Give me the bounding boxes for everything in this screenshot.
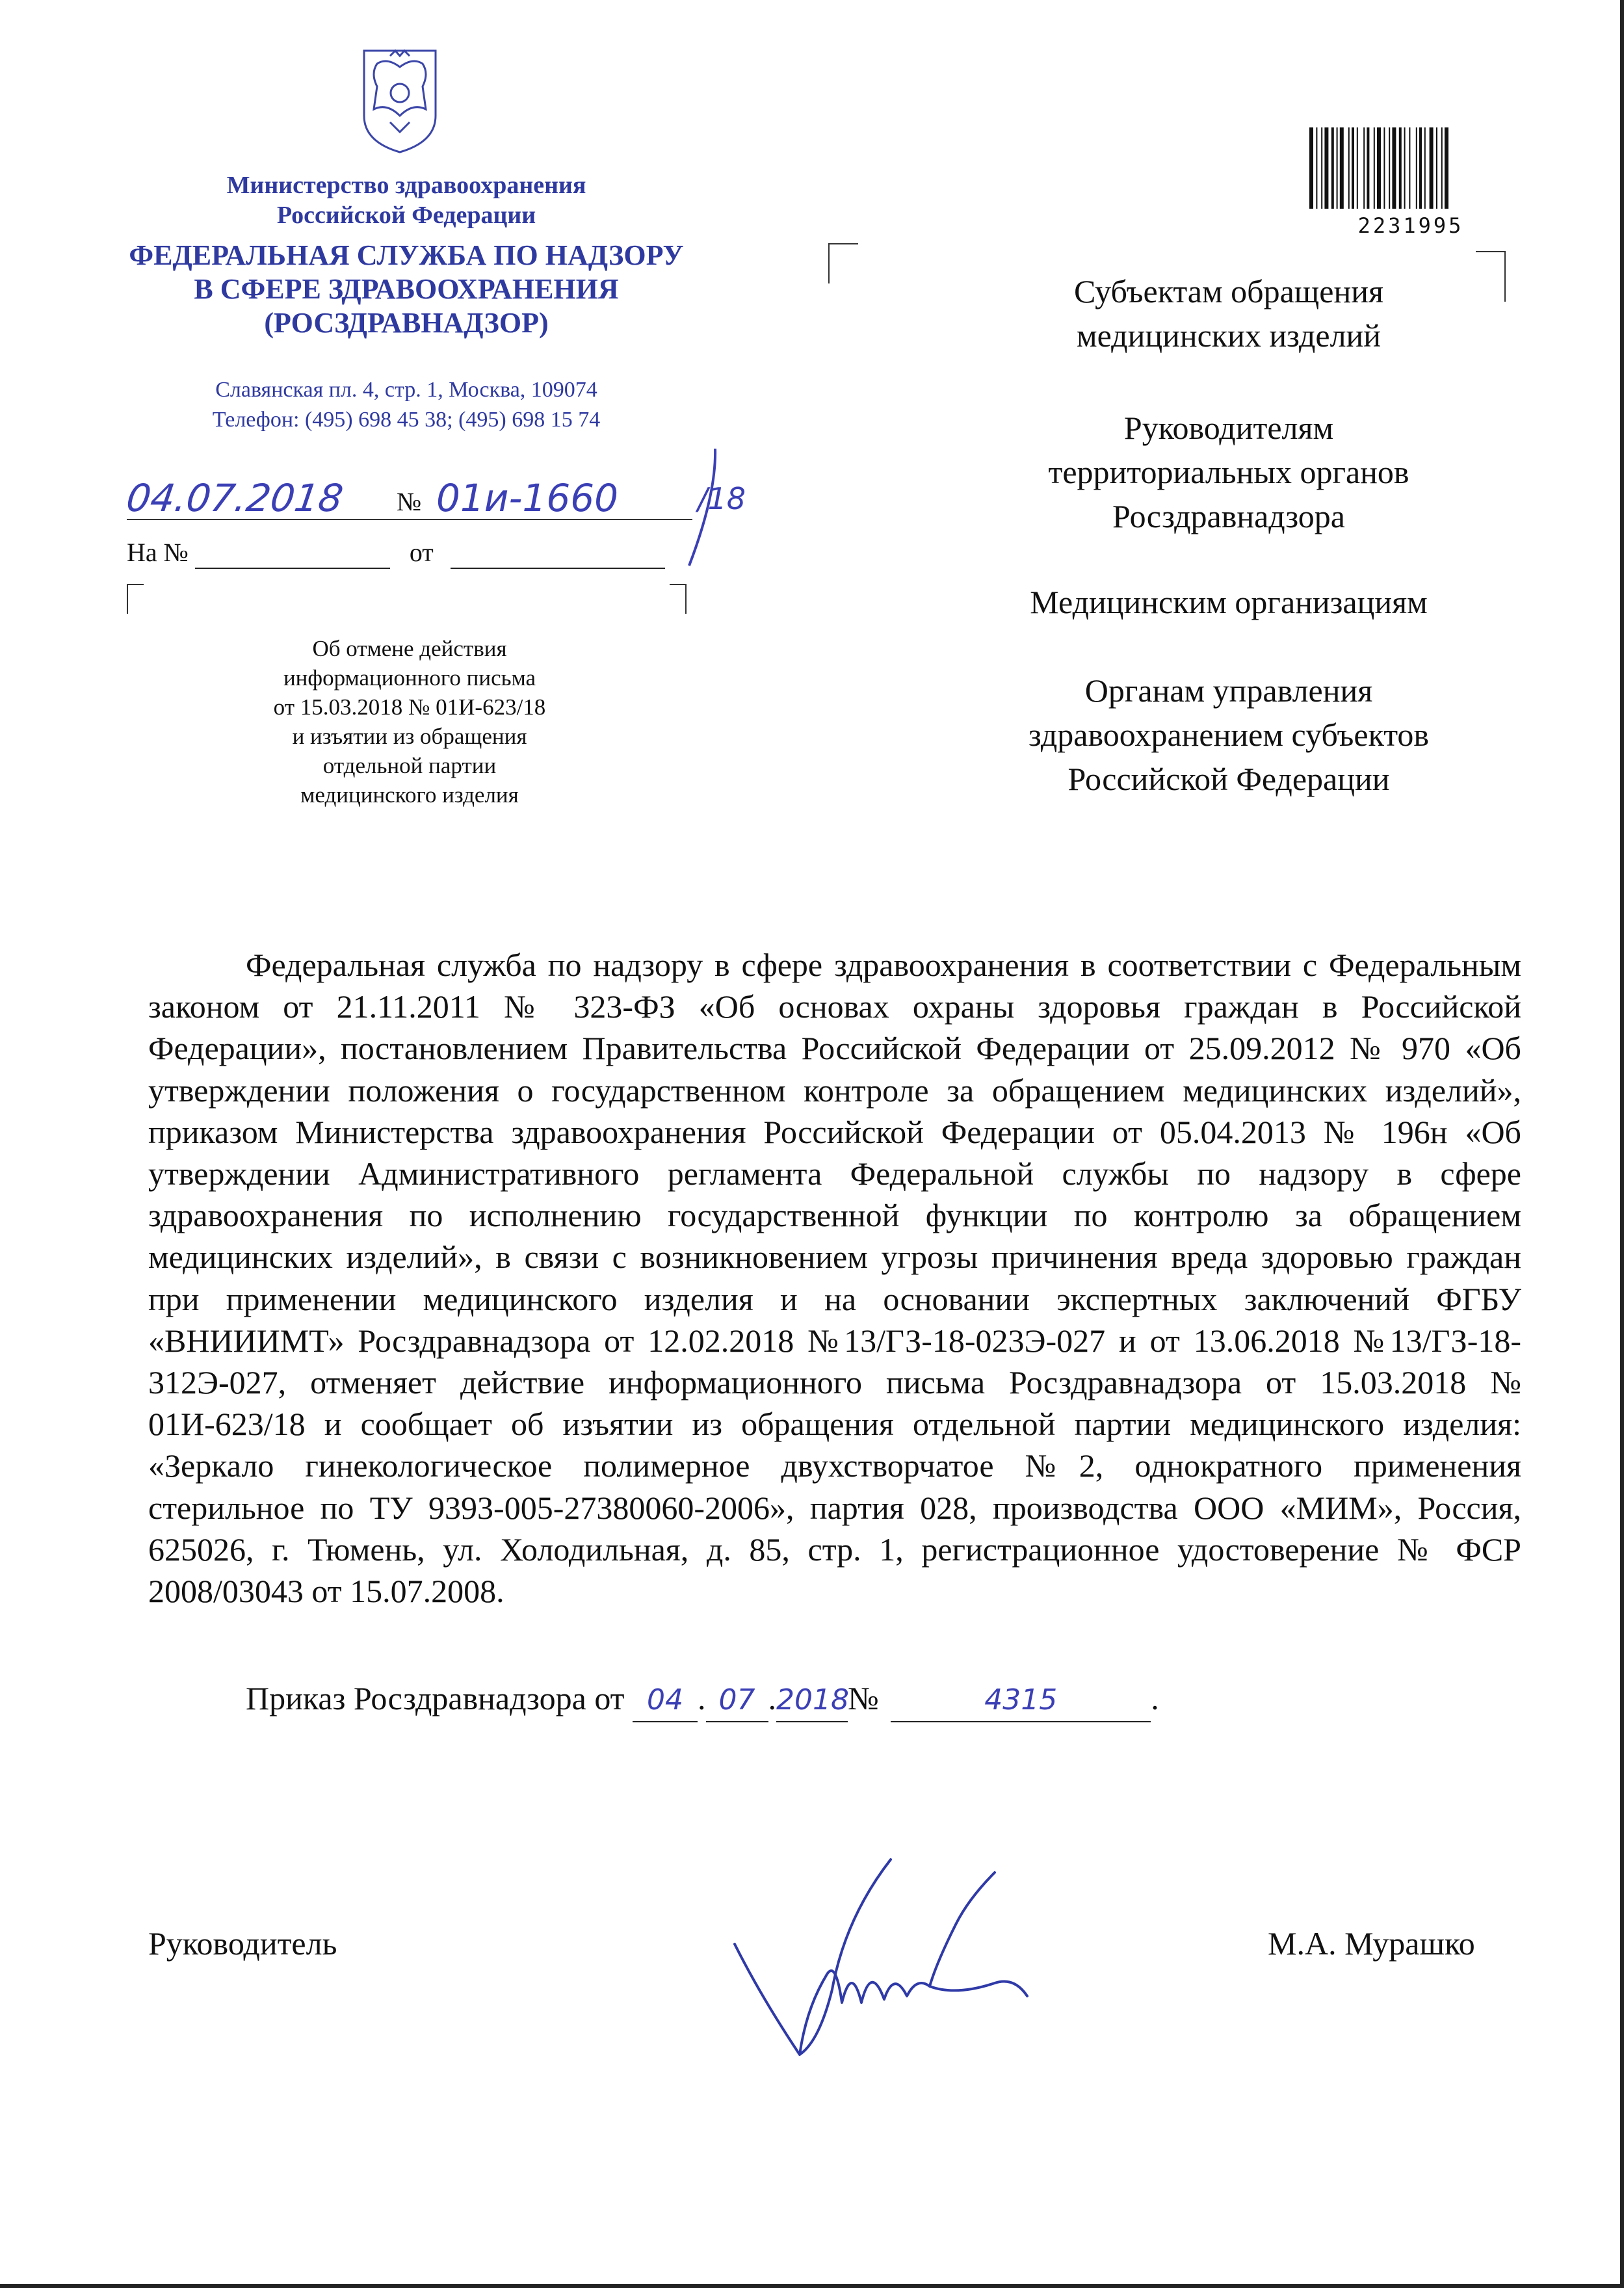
order-number-sign: № bbox=[848, 1680, 879, 1716]
body-paragraph: Федеральная служба по надзору в сфере здравоохранения в соответствии с Федеральным законом от 21.11.2011 № 323-ФЗ «Об основах охраны здоровья граждан в Российской Федерации», постановлением Правительства Российской Федерации от 25.09.2012 № 970 «Об утверждении положения о государственном контроле за обращением медицинских изделий», приказом Министерства здравоохранения Российской Федерации от 05.04.2013 № 196н «Об утверждении Административного регламента Федеральной службы по надзору в сфере здравоохранения по исполнению государственной функции по контролю за обращением медицинских изделий», в связи с возникновением угрозы причинения вреда здоровью граждан при применении медицинского изделия и на основании экспертных заключений ФГБУ «ВНИИИМТ» Росздравнадзора от 12.02.2018 №13/ГЗ-18-023Э-027 и от 13.06.2018 №13/ГЗ-18-312Э-027, отменяет действие информационного письма Росздравнадзора от 15.03.2018 № 01И-623/18 и сообщает об изъятии из обращения отдельной партии медицинского изделия: «Зеркало гинекологическое полимерное двухстворчатое №2, однократного применения стерильное по ТУ 9393-005-27380060-2006», партия 028, производства ООО «МИМ», Россия, 625026, г. Тюмень, ул. Холодильная, д. 85, стр. 1, регистрационное удостоверение № ФСР 2008/03043 от 15.07.2008. bbox=[148, 947, 1521, 1610]
phone: Телефон: (495) 698 45 38; (495) 698 15 74 bbox=[212, 408, 601, 432]
barcode-number: 2231995 bbox=[1357, 213, 1464, 238]
registration-date: 04.07.2018 bbox=[124, 476, 346, 520]
scan-edge-bottom bbox=[0, 2284, 1624, 2288]
addressee-line: Медицинским организациям bbox=[1030, 584, 1428, 620]
order-year: 2018 bbox=[776, 1683, 850, 1716]
addressee-line: территориальных органов bbox=[1048, 454, 1409, 490]
reference-number-blank bbox=[195, 537, 390, 569]
subject-line: информационного письма bbox=[283, 665, 536, 690]
addressee-3 bbox=[936, 580, 1521, 624]
signer-role: Руководитель bbox=[148, 1925, 337, 1962]
order-day: 04 bbox=[647, 1683, 684, 1716]
reference-from-label: от bbox=[409, 538, 434, 567]
addressee-line: Российской Федерации bbox=[1067, 761, 1390, 797]
subject-line: медицинского изделия bbox=[300, 782, 519, 808]
subject-block bbox=[195, 634, 624, 809]
addressee-4 bbox=[936, 668, 1521, 801]
address: Славянская пл. 4, стр. 1, Москва, 109074 bbox=[215, 378, 597, 402]
order-number: 4315 bbox=[984, 1683, 1058, 1716]
addressee-line: здравоохранением субъектов bbox=[1028, 717, 1430, 753]
registration-number-sign: № bbox=[397, 487, 422, 516]
addressee-line: медицинских изделий bbox=[1076, 317, 1382, 354]
addressee-1 bbox=[936, 269, 1521, 358]
addressee-line: Росздравнадзора bbox=[1112, 498, 1345, 534]
addressee-line: Органам управления bbox=[1084, 672, 1373, 709]
service-name-line2: В СФЕРЕ ЗДРАВООХРАНЕНИЯ bbox=[194, 273, 619, 305]
scan-edge-right bbox=[1620, 0, 1624, 2288]
russian-coat-of-arms-icon bbox=[351, 38, 449, 155]
subject-line: Об отмене действия bbox=[312, 636, 507, 661]
signer-name: М.А. Мурашко bbox=[1268, 1925, 1475, 1962]
service-name-line3: (РОСЗДРАВНАДЗОР) bbox=[264, 307, 549, 339]
subject-corner-right bbox=[670, 584, 687, 614]
registration-suffix: /18 bbox=[698, 481, 746, 516]
addressee-line: Руководителям bbox=[1123, 410, 1334, 446]
order-month: 07 bbox=[718, 1683, 755, 1716]
reference-line bbox=[127, 537, 699, 569]
body-text bbox=[148, 944, 1521, 1612]
subject-line: отдельной партии bbox=[322, 753, 497, 778]
handwritten-signature-icon bbox=[722, 1847, 1047, 2068]
order-prefix: Приказ Росздравнадзора от bbox=[246, 1680, 625, 1716]
subject-line: от 15.03.2018 № 01И-623/18 bbox=[273, 694, 546, 720]
order-line: Приказ Росздравнадзора от 04 . 07 .2018№ 4315 . bbox=[246, 1677, 1159, 1722]
ministry-name-line1: Министерство здравоохранения bbox=[226, 172, 586, 199]
barcode-icon bbox=[1307, 127, 1502, 212]
reference-label: На № bbox=[127, 538, 189, 567]
registration-number: 01и-1660 bbox=[436, 476, 619, 520]
service-name-line1: ФЕДЕРАЛЬНАЯ СЛУЖБА ПО НАДЗОРУ bbox=[129, 239, 684, 271]
reference-date-blank bbox=[451, 537, 665, 569]
addressee-line: Субъектам обращения bbox=[1074, 273, 1383, 309]
addressee-corner-left bbox=[828, 243, 858, 283]
addressee-2 bbox=[936, 406, 1521, 538]
subject-corner-left bbox=[127, 584, 144, 614]
subject-line: и изъятии из обращения bbox=[292, 724, 527, 749]
ministry-name-line2: Российской Федерации bbox=[276, 202, 536, 229]
